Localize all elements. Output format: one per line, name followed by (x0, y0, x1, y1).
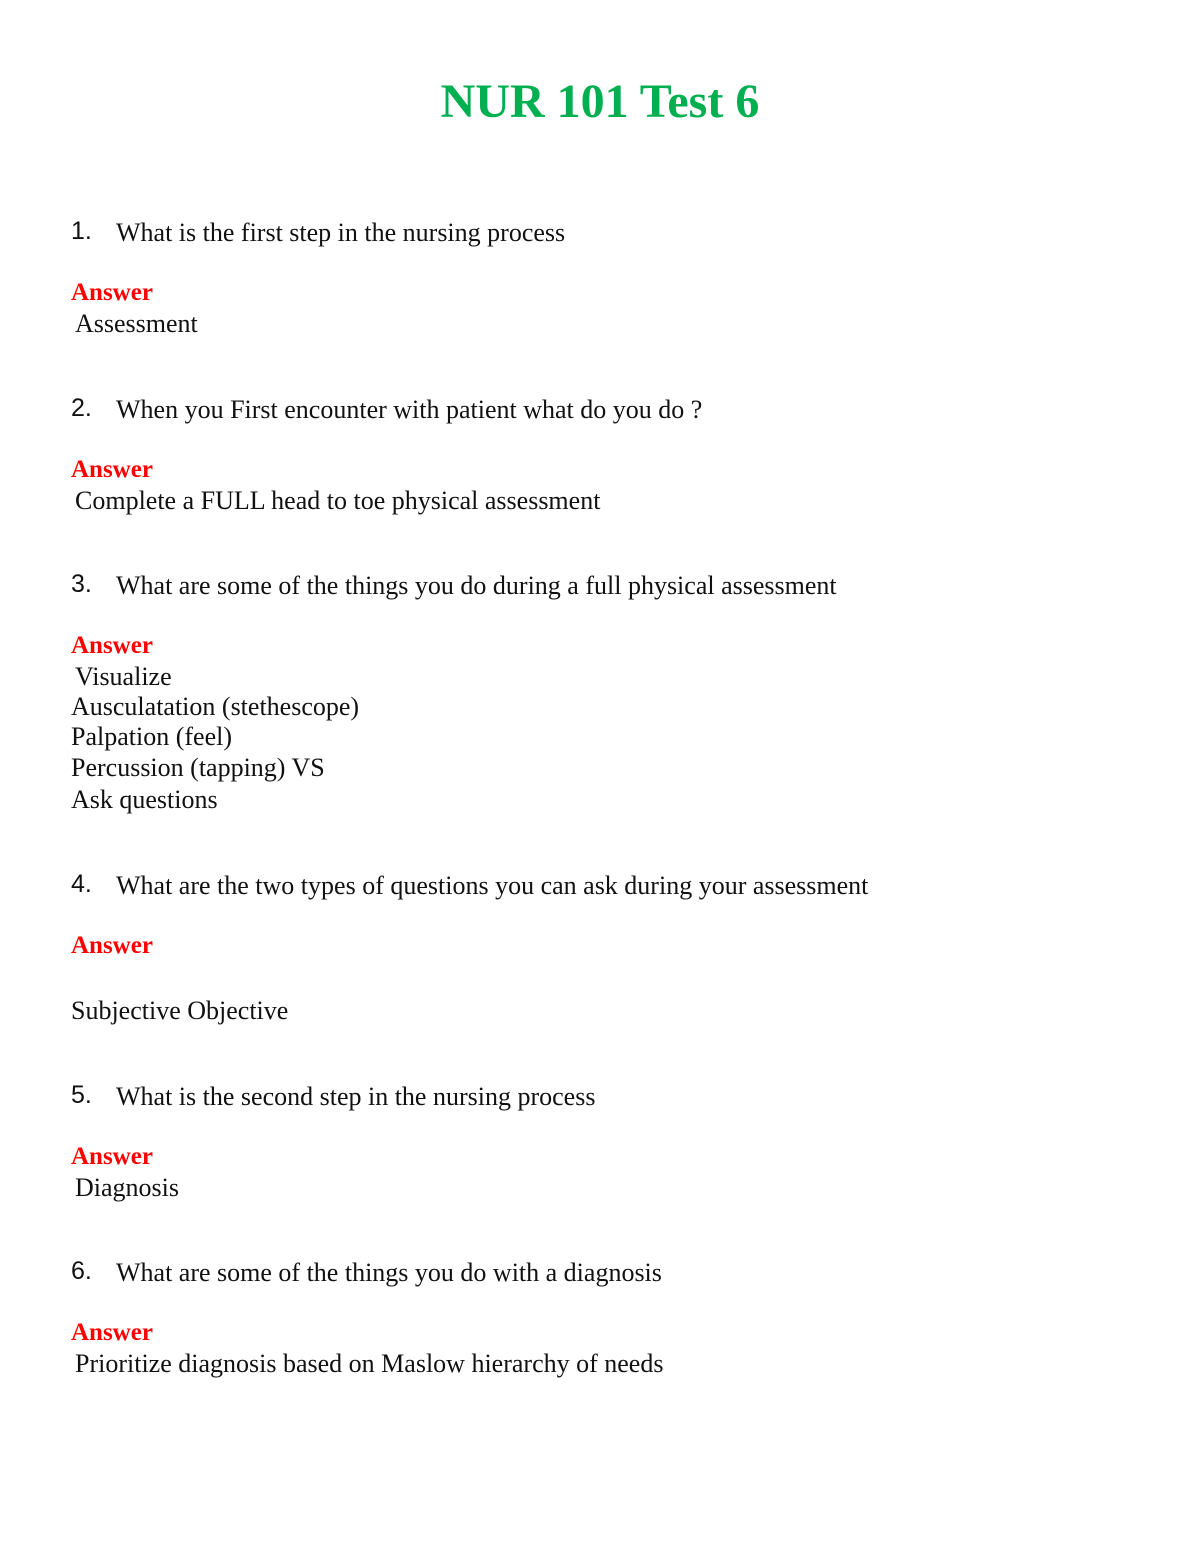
answer-label: Answer (71, 1143, 153, 1170)
question-block-1 (71, 216, 1131, 339)
question-number: 2. (71, 394, 92, 422)
question-number: 6. (71, 1257, 92, 1285)
question-number: 4. (71, 870, 92, 898)
page-title: NUR 101 Test 6 (440, 75, 760, 128)
question-text: When you First encounter with patient what do you do ? (116, 395, 703, 424)
answer-label: Answer (71, 932, 153, 959)
question-text: What is the first step in the nursing process (116, 218, 566, 247)
answer-text: Complete a FULL head to toe physical assessment (75, 486, 601, 515)
question-block-4 (71, 869, 1131, 1026)
spacer (71, 961, 1131, 995)
answer-label: Answer (71, 632, 153, 659)
question (71, 1256, 1131, 1290)
answer-text: Diagnosis (75, 1173, 179, 1202)
question-block-5 (71, 1080, 1131, 1203)
question-block-6 (71, 1256, 1131, 1379)
answer-line: Visualize (75, 662, 172, 691)
question-text: What are the two types of questions you can ask during your assessment (116, 871, 869, 900)
answer-label: Answer (71, 279, 153, 306)
question (71, 216, 1131, 250)
question-text: What is the second step in the nursing process (116, 1082, 596, 1111)
question-number: 3. (71, 570, 92, 598)
question (71, 869, 1131, 903)
question (71, 1080, 1131, 1114)
answer-text: Assessment (75, 309, 198, 338)
question-number: 5. (71, 1081, 92, 1109)
answer-text: Subjective Objective (71, 996, 289, 1025)
answer-line: Ausculatation (stethescope) (71, 692, 360, 721)
question (71, 569, 1131, 603)
answer-line: Percussion (tapping) VS (71, 753, 325, 782)
question-text: What are some of the things you do with a diagnosis (116, 1258, 662, 1287)
answer-label: Answer (71, 456, 153, 483)
answer-line: Palpation (feel) (71, 722, 232, 751)
question-block-2 (71, 393, 1131, 516)
question-number: 1. (71, 217, 92, 245)
answer-text: Prioritize diagnosis based on Maslow hierarchy of needs (75, 1349, 664, 1378)
question-block-3 (71, 569, 1131, 817)
answer-line: Ask questions (71, 785, 218, 814)
question-text: What are some of the things you do during a full physical assessment (116, 571, 837, 600)
answer-label: Answer (71, 1319, 153, 1346)
question (71, 393, 1131, 427)
